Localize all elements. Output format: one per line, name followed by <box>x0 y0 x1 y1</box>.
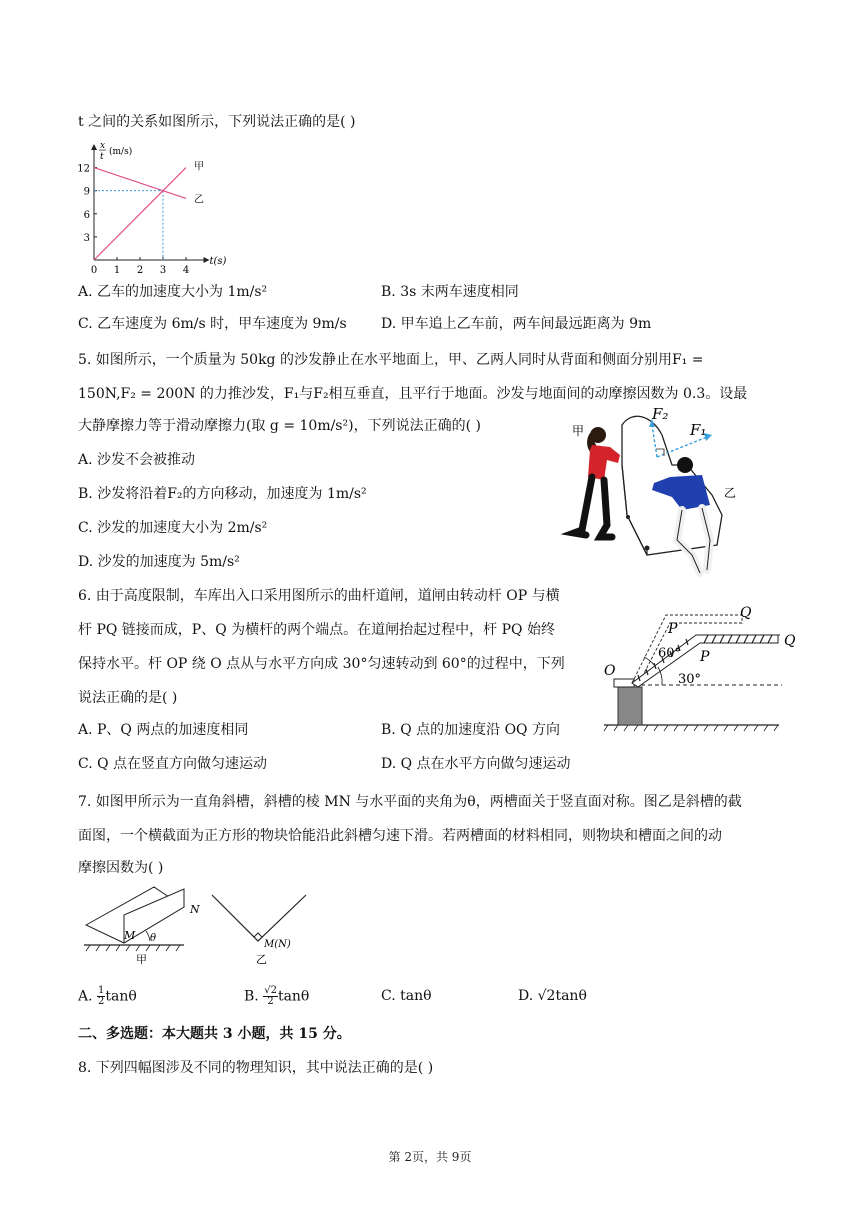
q6-line2: 杆 PQ 链接而成，P、Q 为横杆的两个端点。在道闸抬起过程中，杆 PQ 始终 <box>78 622 555 638</box>
q7-option-d: D. √2tanθ <box>518 988 587 1004</box>
q7-line2: 面图，一个横截面为正方形的物块恰能沿此斜槽匀速下滑。若两槽面的材料相同，则物块和槽面之间的动 <box>78 828 722 844</box>
q7-fig-yi-label: 乙 <box>256 953 267 966</box>
q5-line2: 150N,F₂ = 200N 的力推沙发，F₁与F₂相互垂直，且平行于地面。沙发与地面间的动摩擦因数为 0.3。设最 <box>78 386 748 402</box>
q5-option-b: B. 沙发将沿着F₂的方向移动，加速度为 1m/s² <box>78 486 367 502</box>
q5-fig-yi: 乙 <box>724 486 737 500</box>
x-tick-label: 2 <box>136 265 144 276</box>
q7-trough-figure-jia <box>84 885 219 965</box>
q4-intro: t 之间的关系如图所示，下列说法正确的是( ) <box>78 114 356 130</box>
q6-fig-angle30: 30° <box>678 672 702 687</box>
q5-line1: 5. 如图所示，一个质量为 50kg 的沙发静止在水平地面上，甲、乙两人同时从背面和侧面分别用F₁ = <box>78 352 704 368</box>
y-tick-label: 12 <box>77 163 90 175</box>
q7-trough-figure-yi <box>210 885 320 965</box>
q6-fig-o: O <box>604 663 616 679</box>
page-footer: 第 2页，共 9页 <box>388 1150 472 1164</box>
x-tick-label: 4 <box>182 265 190 276</box>
y-axis-arrow <box>91 144 97 150</box>
x-tick-label: 3 <box>159 265 167 276</box>
q7-line3: 摩擦因数为( ) <box>78 860 164 876</box>
q6-fig-p: P <box>700 649 710 665</box>
q6-fig-p-top: P <box>668 621 678 637</box>
q7-option-a: A. $\frac{1}{2}$ tanθ <box>78 985 137 1007</box>
q5-sofa-figure <box>552 405 742 580</box>
section-heading-multiple-choice: 二、多选题：本大题共 3 小题，共 15 分。 <box>78 1026 351 1042</box>
q7-fig-jia-label: 甲 <box>136 953 147 966</box>
q5-option-a: A. 沙发不会被推动 <box>78 452 196 468</box>
q8-stem: 8. 下列四幅图涉及不同的物理知识，其中说法正确的是( ) <box>78 1060 434 1076</box>
q6-fig-q: Q <box>784 633 796 649</box>
q7-line1: 7. 如图甲所示为一直角斜槽，斜槽的棱 MN 与水平面的夹角为θ，两槽面关于竖直面对称。图乙是斜槽的截 <box>78 794 742 810</box>
q6-option-b: B. Q 点的加速度沿 OQ 方向 <box>381 722 560 738</box>
q6-fig-q-top: Q <box>740 605 752 621</box>
q6-barrier-gate-figure <box>604 605 804 735</box>
q5-option-c: C. 沙发的加速度大小为 2m/s² <box>78 520 268 536</box>
x-tick-label: 1 <box>113 265 121 276</box>
q7-option-b: B. $\frac{√2}{2}$ tanθ <box>244 985 310 1007</box>
q5-option-d: D. 沙发的加速度为 5m/s² <box>78 554 240 570</box>
y-axis-unit: (m/s) <box>109 147 133 158</box>
y-axis-label-bottom: t <box>100 152 104 163</box>
q6-line1: 6. 由于高度限制，车库出入口采用图所示的曲杆道闸，道闸由转动杆 OP 与横 <box>78 588 560 604</box>
q5-fig-jia: 甲 <box>572 424 585 438</box>
x-tick-label: 0 <box>90 265 98 276</box>
q5-line3: 大静摩擦力等于滑动摩擦力(取 g = 10m/s²)，下列说法正确的( ) <box>78 418 481 434</box>
q4-option-a: A. 乙车的加速度大小为 1m/s² <box>78 284 268 300</box>
y-tick-label: 6 <box>83 209 90 221</box>
q6-line4: 说法正确的是( ) <box>78 690 178 706</box>
q6-option-a: A. P、Q 两点的加速度相同 <box>78 722 249 738</box>
q6-line3: 保持水平。杆 OP 绕 O 点从与水平方向成 30°匀速转动到 60°的过程中，下列 <box>78 656 565 672</box>
q5-fig-f2: F₂ <box>652 405 669 423</box>
legend-yi: 乙 <box>194 194 204 206</box>
legend-jia: 甲 <box>194 161 204 173</box>
series-line-jia <box>94 168 186 260</box>
q7-fig-theta: θ <box>150 933 157 944</box>
q4-velocity-time-chart <box>74 140 264 276</box>
q4-option-d: D. 甲车追上乙车前，两车间最远距离为 9m <box>381 316 652 332</box>
q6-fig-angle60: 60° <box>658 646 682 661</box>
q7-fig-m: M <box>124 929 136 942</box>
y-tick-label: 9 <box>83 186 90 198</box>
series-line-yi <box>94 168 186 199</box>
q4-option-c: C. 乙车速度为 6m/s 时，甲车速度为 9m/s <box>78 316 347 332</box>
y-tick-label: 3 <box>83 232 90 244</box>
q7-fig-n: N <box>190 903 200 916</box>
q4-option-b: B. 3s 末两车速度相同 <box>381 284 519 300</box>
q6-option-d: D. Q 点在水平方向做匀速运动 <box>381 756 571 772</box>
q7-option-c: C. tanθ <box>381 988 432 1004</box>
q7-fig-mn: M(N) <box>264 939 291 950</box>
q5-fig-f1: F₁ <box>690 421 707 439</box>
x-axis-label: t(s) <box>209 256 227 267</box>
y-axis-label-top: x <box>100 141 106 152</box>
q6-option-c: C. Q 点在竖直方向做匀速运动 <box>78 756 268 772</box>
